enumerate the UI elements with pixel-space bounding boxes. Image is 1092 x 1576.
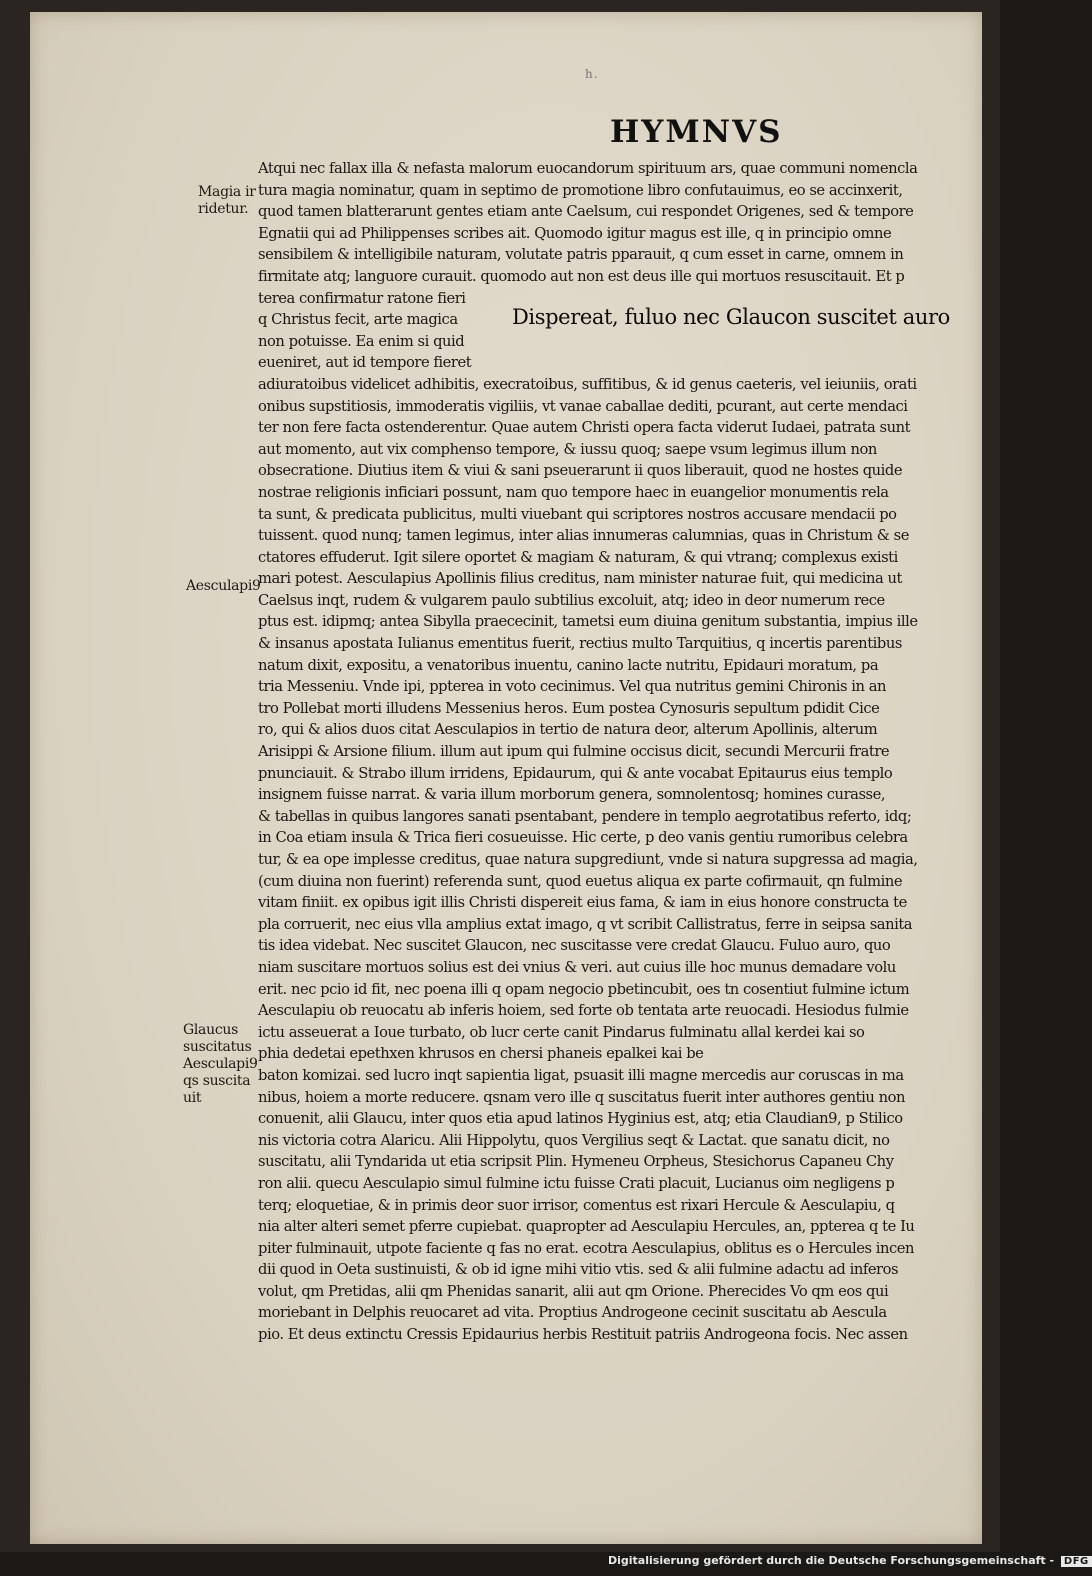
text-line: nibus, hoiem a morte reducere. qsnam vero ille q suscitatus fuerit inter authores gentiu non <box>258 1088 905 1106</box>
margin-note-line: Glaucus <box>183 1022 238 1038</box>
signature-mark: h. <box>585 67 599 81</box>
text-line: Caelsus inqt, rudem & vulgarem paulo subtilius excoluit, atq; ideo in deor numerum rece <box>258 591 885 609</box>
text-line: pnunciauit. & Strabo illum irridens, Epidaurum, qui & ante vocabat Epitaurus eius templo <box>258 764 893 782</box>
text-line: firmitate atq; languore curauit. quomodo aut non est deus ille qui mortuos resuscitauit. Et p <box>258 267 905 285</box>
margin-note-glaucus <box>183 1022 258 1107</box>
text-line: tura magia nominatur, quam in septimo de promotione libro confutauimus, eo se accinxerit, <box>258 181 903 199</box>
text-line: pla corruerit, nec eius vlla amplius extat imago, q vt scribit Callistratus, ferre in seipsa sanita <box>258 915 913 933</box>
margin-note-magia <box>198 184 258 218</box>
text-line: terq; eloquetiae, & in primis deor suor irrisor, comentus est rixari Hercule & Aesculapiu, q <box>258 1196 895 1214</box>
text-line: conuenit, alii Glaucu, inter quos etia apud latinos Hyginius est, atq; etia Claudian9, p Stilico <box>258 1110 903 1128</box>
text-line: (cum diuina non fuerint) referenda sunt, quod euetus aliqua ex parte cofirmauit, qn fulmine <box>258 872 903 890</box>
text-line: onibus supstitiosis, immoderatis vigiliis, vt vanae caballae dediti, pcurant, aut certe mendaci <box>258 397 908 415</box>
text-line: quod tamen blatterarunt gentes etiam ante Caelsum, cui respondet Origenes, sed & tempore <box>258 203 914 221</box>
text-line: insignem fuisse narrat. & varia illum morborum genera, somnolentosq; homines curasse, <box>258 786 886 804</box>
digitization-footer <box>608 1554 1092 1567</box>
margin-note-aesculapius <box>186 578 261 595</box>
text-line: ter non fere facta ostenderentur. Quae autem Christi opera facta viderut Iudaei, patrata sunt <box>258 419 911 437</box>
text-line: nia alter alteri semet pferre cupiebat. quapropter ad Aesculapiu Hercules, an, ppterea q te Iu <box>258 1218 915 1236</box>
margin-note-line: Aesculapi9 <box>183 1056 258 1072</box>
text-line: natum dixit, expositu, a venatoribus inuentu, canino lacte nutritu, Epidauri moratum, pa <box>258 656 879 674</box>
text-line: ptus est. idipmq; antea Sibylla praececinit, tametsi eum diuina genitum substantia, impius ille <box>258 613 918 631</box>
text-line: pio. Et deus extinctu Cressis Epidaurius herbis Restituit patriis Androgeona focis. Nec assen <box>258 1326 908 1344</box>
text-line: & insanus apostata Iulianus ementitus fuerit, rectius multo Tarquitius, q incertis parentibus <box>258 635 902 653</box>
text-line: ta sunt, & predicata publicitus, multi viuebant qui scriptores nostros accusare mendacii po <box>258 505 897 523</box>
text-line: suscitatu, alii Tyndarida ut etia scripsit Plin. Hymeneu Orpheus, Stesichorus Capaneu Chy <box>258 1153 894 1171</box>
text-line: dii quod in Oeta sustinuisti, & ob id igne mihi vitio vtis. sed & alii fulmine adactu ad inferos <box>258 1261 899 1279</box>
text-line: eueniret, aut id tempore fieret <box>258 354 472 372</box>
text-line: Arisippi & Arsione filium. illum aut ipum qui fulmine occisus dicit, secundi Mercurii fratre <box>258 743 890 761</box>
text-line: Aesculapiu ob reuocatu ab inferis hoiem, sed forte ob tentata arte reuocadi. Hesiodus fulmie <box>258 1002 909 1020</box>
margin-note-line: Aesculapi9 <box>186 578 261 594</box>
body-text <box>258 158 958 1346</box>
footer-text: Digitalisierung gefördert durch die Deutsche Forschungsgemeinschaft - <box>608 1554 1055 1567</box>
text-line: tria Messeniu. Vnde ipi, ppterea in voto cecinimus. Vel qua nutritus gemini Chironis in an <box>258 678 887 696</box>
text-line: ron alii. quecu Aesculapio simul fulmine ictu fuisse Crati placuit, Lucianus oim negligens p <box>258 1174 895 1192</box>
text-line: vitam finiit. ex opibus igit illis Christi dispereit eius fama, & iam in eius honore constructa te <box>258 894 907 912</box>
text-line: tur, & ea ope implesse creditus, quae natura supgrediunt, vnde si natura supgressa ad magia, <box>258 851 918 868</box>
margin-note-line: qs suscita <box>183 1073 251 1089</box>
text-line: q Christus fecit, arte magica <box>258 311 458 329</box>
text-line: niam suscitare mortuos solius est dei vnius & veri. aut cuius ille hoc munus demadare volu <box>258 958 896 976</box>
text-line: volut, qm Pretidas, alii qm Phenidas sanarit, alii aut qm Orione. Pherecides Vo qm eos qui <box>258 1282 889 1300</box>
text-line: moriebant in Delphis reuocaret ad vita. Proptius Androgeone cecinit suscitatu ab Aescula <box>258 1304 887 1322</box>
text-line: in Coa etiam insula & Trica fieri cosueuisse. Hic certe, p deo vanis gentiu rumoribus celebra <box>258 829 908 847</box>
text-line: mari potest. Aesculapius Apollinis filius creditus, nam minister naturae fuit, qui medicina ut <box>258 570 902 588</box>
text-line: phia dedetai epethxen khrusos en chersi phaneis epalkei kai be <box>258 1045 704 1063</box>
text-line: ictu asseuerat a Ioue turbato, ob lucr certe canit Pindarus fulminatu allal kerdei kai so <box>258 1023 865 1041</box>
text-line: sensibilem & intelligibile naturam, volutate patris pparauit, q cum esset in carne, omnem in <box>258 246 904 264</box>
text-line: terea confirmatur ratone fieri <box>258 289 466 307</box>
text-line: ctatores effuderut. Igit silere oportet & magiam & naturam, & qui vtranq; complexus existi <box>258 548 898 566</box>
text-line: erit. nec pcio id fit, nec poena illi q opam negocio pbetincubit, oes tn cosentiut fulmine ictum <box>258 980 910 998</box>
text-line: piter fulminauit, utpote faciente q fas no erat. ecotra Aesculapius, oblitus es o Hercules incen <box>258 1239 915 1257</box>
text-line: tis idea videbat. Nec suscitet Glaucon, nec suscitasse vere credat Glaucu. Fuluo auro, quo <box>258 937 891 955</box>
text-line: & tabellas in quibus langores sanati psentabant, pendere in templo aegrotatibus referto, idq; <box>258 807 912 825</box>
body-block-short <box>258 309 958 374</box>
margin-note-line: uit <box>183 1090 202 1106</box>
text-line: tro Pollebat morti illudens Messenius heros. Eum postea Cynosuris sepultum pdidit Cice <box>258 699 880 717</box>
text-line: Atqui nec fallax illa & nefasta malorum euocandorum spirituum ars, quae communi nomencla <box>258 160 918 177</box>
body-block-top <box>258 158 958 309</box>
text-line: adiuratoibus videlicet adhibitis, execratoibus, suffitibus, & id genus caeteris, vel ieiuniis, orati <box>258 375 917 393</box>
text-line: obsecratione. Diutius item & viui & sani pseuerarunt ii quos liberauit, quod ne hostes quide <box>258 462 903 480</box>
text-line: tuissent. quod nunq; tamen legimus, inter alias innumeras calumnias, quas in Christum & se <box>258 527 909 545</box>
text-line: ro, qui & alios duos citat Aesculapios in tertio de natura deor, alterum Apollinis, alterum <box>258 721 878 739</box>
margin-note-line: Magia ir <box>198 184 256 200</box>
margin-note-line: ridetur. <box>198 201 249 217</box>
text-line: aut momento, aut vix comphenso tempore, & iussu quoq; saepe vsum legimus illum non <box>258 440 877 458</box>
text-line: nis victoria cotra Alaricu. Alii Hippolytu, quos Vergilius seqt & Lactat. que sanatu dicit, no <box>258 1131 890 1149</box>
running-head: HYMNVS <box>610 114 783 150</box>
text-line: baton komizai. sed lucro inqt sapientia ligat, psuasit illi magne mercedis aur coruscas in ma <box>258 1066 904 1084</box>
verse-quotation: Dispereat, fuluo nec Glaucon suscitet auro <box>512 305 950 329</box>
margin-note-line: suscitatus <box>183 1039 252 1055</box>
text-line: Egnatii qui ad Philippenses scribes ait. Quomodo igitur magus est ille, q in principio omne <box>258 224 892 242</box>
text-line: nostrae religionis inficiari possunt, nam quo tempore haec in euangelior monumentis rela <box>258 483 889 501</box>
body-block-main <box>258 374 958 1346</box>
text-line: non potuisse. Ea enim si quid <box>258 332 465 350</box>
dfg-logo: DFG <box>1061 1556 1092 1567</box>
